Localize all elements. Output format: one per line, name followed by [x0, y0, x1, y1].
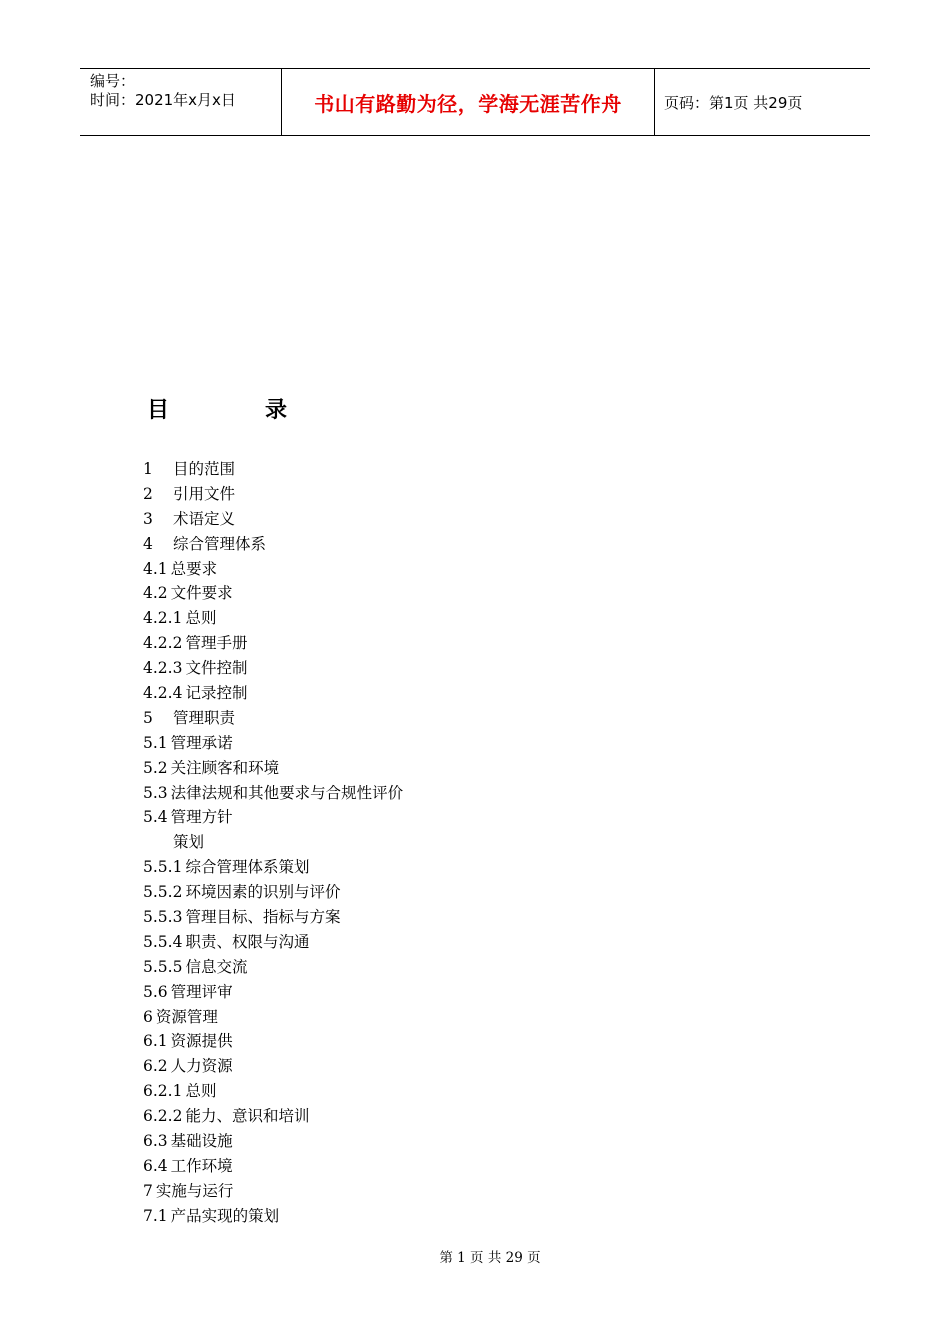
toc-item-number: 5.6: [143, 982, 168, 1001]
toc-item[interactable]: [143, 1204, 403, 1229]
serial-number-label: 编号：: [90, 72, 136, 90]
toc-item-number: 6.2.2: [143, 1107, 183, 1126]
toc-item-number: 5.5.5: [143, 957, 183, 976]
toc-item[interactable]: [143, 507, 403, 532]
toc-item[interactable]: [143, 1179, 403, 1204]
toc-item-text: 记录控制: [185, 684, 248, 703]
toc-item-text: 管理目标、指标与方案: [185, 908, 341, 927]
toc-item[interactable]: [143, 756, 403, 781]
toc-item[interactable]: [143, 656, 403, 681]
toc-item[interactable]: [143, 781, 403, 806]
toc-item[interactable]: [143, 955, 403, 980]
toc-item[interactable]: [143, 830, 403, 855]
toc-item-number: 6: [143, 1007, 153, 1026]
toc-item[interactable]: [143, 532, 403, 557]
toc-item-number: 4: [143, 534, 153, 553]
toc-item[interactable]: [143, 980, 403, 1005]
toc-item-number: 5.5.4: [143, 932, 183, 951]
toc-item-text: 人力资源: [170, 1057, 233, 1076]
toc-item-text: 文件要求: [170, 584, 233, 603]
toc-item-number: 6.1: [143, 1032, 168, 1051]
toc-item-number: 5.5.2: [143, 883, 183, 902]
header-motto: 书山有路勤为径，学海无涯苦作舟: [314, 91, 622, 116]
toc-item[interactable]: [143, 1079, 403, 1104]
toc-item[interactable]: [143, 606, 403, 631]
toc-item-text: 管理方针: [170, 808, 233, 827]
toc-item-number: 4.2: [143, 584, 168, 603]
toc-item-text: 产品实现的策划: [170, 1206, 280, 1225]
toc-item[interactable]: [143, 581, 403, 606]
toc-item[interactable]: [143, 557, 403, 582]
toc-item[interactable]: [143, 1005, 403, 1030]
header-meta: [80, 69, 282, 135]
toc-item-number: 5.4: [143, 808, 168, 827]
toc-item[interactable]: [143, 1154, 403, 1179]
document-header: [80, 68, 870, 136]
toc-item-number: 5.1: [143, 733, 168, 752]
toc-item[interactable]: [143, 930, 403, 955]
toc-item[interactable]: [143, 731, 403, 756]
toc-item-text: 职责、权限与沟通: [185, 932, 310, 951]
header-motto-cell: [282, 69, 655, 135]
toc-item-number: 4.2.1: [143, 609, 183, 628]
toc-title-part2: 录: [265, 398, 288, 423]
toc-item[interactable]: [143, 1129, 403, 1154]
toc-item[interactable]: [143, 706, 403, 731]
toc-item-number: 5.5.1: [143, 858, 183, 877]
page-footer: 第 1 页 共 29 页: [439, 1250, 541, 1266]
toc-item-text: 总要求: [170, 559, 218, 578]
toc-item[interactable]: [143, 457, 403, 482]
toc-item-text: 基础设施: [170, 1132, 233, 1151]
header-page-info: 页码：第1页 共29页: [664, 93, 803, 112]
toc-item-number: 5.2: [143, 758, 168, 777]
toc-item[interactable]: [143, 1029, 403, 1054]
toc-item-text: 工作环境: [170, 1156, 233, 1175]
toc-title-part1: 目: [147, 398, 170, 423]
toc-item-text: 总则: [185, 609, 217, 628]
toc-title: [147, 393, 287, 424]
toc-item[interactable]: [143, 631, 403, 656]
toc-item-number: 4.2.4: [143, 684, 183, 703]
date-label: 时间：2021年x月x日: [90, 91, 236, 109]
toc-item-number: 4.1: [143, 559, 168, 578]
toc-item-text: 信息交流: [185, 957, 248, 976]
toc-item-text: 总则: [185, 1082, 217, 1101]
toc-item-text: 综合管理体系: [173, 534, 267, 553]
toc-item-text: 引用文件: [173, 484, 236, 503]
toc-item[interactable]: [143, 1104, 403, 1129]
toc-item[interactable]: [143, 880, 403, 905]
toc-item[interactable]: [143, 681, 403, 706]
toc-item[interactable]: [143, 1054, 403, 1079]
toc-item[interactable]: [143, 855, 403, 880]
toc-item-number: 5: [143, 708, 153, 727]
toc-item-number: 5.3: [143, 783, 168, 802]
toc-item-number: 2: [143, 484, 153, 503]
toc-item-text: 目的范围: [173, 460, 236, 478]
toc-item-text: 关注顾客和环境: [170, 758, 280, 777]
toc-item-number: 7: [143, 1181, 153, 1200]
toc-item-text: 管理评审: [170, 982, 233, 1001]
toc-item-text: 实施与运行: [155, 1181, 234, 1200]
toc-item-number: 4.2.3: [143, 659, 183, 678]
toc-item-number: 6.4: [143, 1156, 168, 1175]
toc-item-text: 管理承诺: [170, 733, 233, 752]
toc-item[interactable]: [143, 805, 403, 830]
toc-item-number: 5.5.3: [143, 908, 183, 927]
toc-item-text: 管理职责: [173, 708, 236, 727]
toc-item-text: 策划: [173, 833, 205, 852]
toc-list: [143, 457, 403, 1229]
toc-item-number: 3: [143, 509, 153, 528]
header-page-info-cell: [655, 69, 870, 135]
toc-item-text: 管理手册: [185, 634, 248, 653]
toc-item-text: 术语定义: [173, 509, 236, 528]
toc-item-number: 7.1: [143, 1206, 168, 1225]
toc-item-number: 6.2: [143, 1057, 168, 1076]
toc-item-text: 环境因素的识别与评价: [185, 883, 341, 902]
toc-item-text: 能力、意识和培训: [185, 1107, 310, 1126]
toc-item-text: 资源提供: [170, 1032, 233, 1051]
toc-item-text: 法律法规和其他要求与合规性评价: [170, 783, 404, 802]
toc-item-number: 4.2.2: [143, 634, 183, 653]
toc-item[interactable]: [143, 482, 403, 507]
toc-item-text: 资源管理: [155, 1007, 218, 1026]
toc-item[interactable]: [143, 905, 403, 930]
toc-item-text: 综合管理体系策划: [185, 858, 310, 877]
toc-item-number: 6.2.1: [143, 1082, 183, 1101]
toc-item-text: 文件控制: [185, 659, 248, 678]
toc-item-number: 6.3: [143, 1132, 168, 1151]
toc-item-number: 1: [143, 460, 153, 478]
